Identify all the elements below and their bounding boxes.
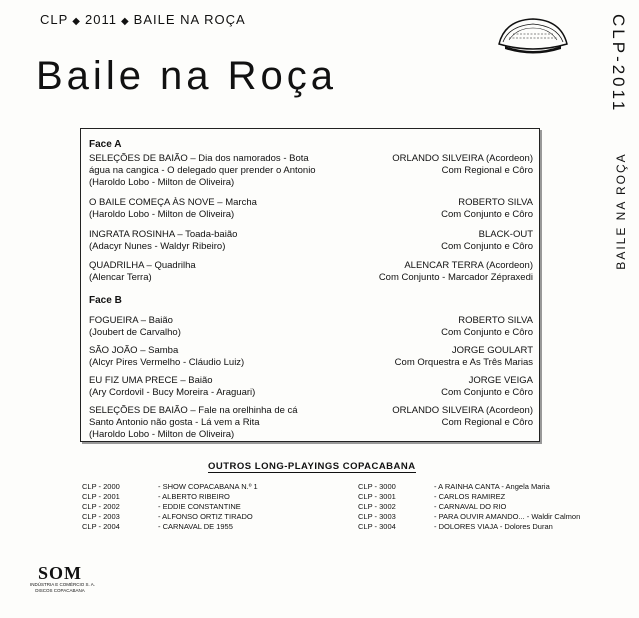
track-artist: ROBERTO SILVA xyxy=(458,197,533,208)
catalog-list-right xyxy=(358,482,580,532)
list-item: CLP - 2001 - ALBERTO RIBEIRO xyxy=(82,492,230,501)
track-artist: ORLANDO SILVEIRA (Acordeon) xyxy=(392,153,533,164)
catalog-list-left xyxy=(82,482,258,532)
track-desc: – Baião xyxy=(177,375,213,386)
track-artist: ORLANDO SILVEIRA (Acordeon) xyxy=(392,405,533,416)
track-b4 xyxy=(89,405,533,441)
list-item: CLP - 3001 - CARLOS RAMIREZ xyxy=(358,492,506,501)
track-artist: ALENCAR TERRA (Acordeon) xyxy=(404,260,533,271)
logo-brand: SOM xyxy=(37,563,82,583)
list-item: CLP - 3002 - CARNAVAL DO RIO xyxy=(358,502,507,511)
header-title-small: BAILE NA ROÇA xyxy=(133,12,246,27)
track-accomp: Com Conjunto e Côro xyxy=(441,327,533,338)
track-a2 xyxy=(89,197,533,233)
track-artist: JORGE VEIGA xyxy=(468,375,533,386)
track-a1 xyxy=(89,153,533,189)
track-desc: – Baião xyxy=(138,315,173,326)
track-line3: (Haroldo Lobo - Milton de Oliveira) xyxy=(89,177,235,188)
track-line2: (Joubert de Carvalho) xyxy=(89,327,181,338)
catalog-number: 2011 xyxy=(85,12,117,27)
catalog-prefix: CLP xyxy=(40,12,69,27)
spine-code xyxy=(608,14,628,117)
diamond-icon: ◆ xyxy=(72,16,81,27)
track-accomp: Com Conjunto - Marcador Zépraxedi xyxy=(378,272,533,283)
track-accomp: Com Orquestra e As Três Marias xyxy=(394,357,533,368)
spine-code-text: CLP-2011 xyxy=(609,14,628,114)
shell-icon xyxy=(495,14,571,56)
track-accomp: Com Conjunto e Côro xyxy=(441,387,533,398)
diamond-icon: ◆ xyxy=(120,16,130,27)
logo-line2: DISCOS COPACABANA xyxy=(35,588,85,593)
track-artist: JORGE GOULART xyxy=(451,345,533,356)
track-line2: (Adacyr Nunes - Waldyr Ribeiro) xyxy=(89,241,226,252)
track-desc: – Samba xyxy=(137,345,179,356)
logo-line1: INDÚSTRIA E COMÉRCIO S. A. xyxy=(30,582,96,587)
track-line2: (Ary Cordovil - Bucy Moreira - Araguari) xyxy=(89,387,256,398)
track-line3: (Haroldo Lobo - Milton de Oliveira) xyxy=(89,429,235,440)
track-desc: – Toada-baião xyxy=(174,229,238,240)
track-desc: – Marcha xyxy=(214,197,257,208)
header-catalog xyxy=(40,12,246,27)
list-item: CLP - 2004 - CARNAVAL DE 1955 xyxy=(82,522,233,531)
track-list xyxy=(80,128,540,442)
track-desc: – Fale na orelhinha de cá xyxy=(187,405,298,416)
track-line2: (Haroldo Lobo - Milton de Oliveira) xyxy=(89,209,235,220)
list-item: CLP - 3003 - PARA OUVIR AMANDO... - Waldir Calmon xyxy=(358,512,581,521)
others-heading: OUTROS LONG-PLAYINGS COPACABANA xyxy=(208,461,416,472)
track-title: INGRATA ROSINHA xyxy=(89,229,175,240)
track-accomp: Com Conjunto e Côro xyxy=(441,241,533,252)
list-item: CLP - 2000 - SHOW COPACABANA N.º 1 xyxy=(82,482,258,491)
album-title: Baile na Roça xyxy=(36,54,338,98)
track-title: QUADRILHA xyxy=(89,260,144,271)
track-artist: BLACK-OUT xyxy=(478,229,533,240)
list-item: CLP - 2002 - EDDIE CONSTANTINE xyxy=(82,502,241,511)
face-b-label: Face B xyxy=(89,295,122,306)
som-logo xyxy=(30,563,96,594)
track-title: SELEÇÕES DE BAIÃO xyxy=(89,153,188,164)
spine xyxy=(606,14,630,270)
track-line2: água na cangica - O delegado quer prender o Antonio xyxy=(89,165,316,176)
face-a-label: Face A xyxy=(89,139,122,150)
track-line2: (Alcyr Pires Vermelho - Cláudio Luiz) xyxy=(89,357,245,368)
track-title: O BAILE COMEÇA ÀS NOVE xyxy=(89,197,215,208)
track-line2: (Alencar Terra) xyxy=(89,272,152,283)
track-desc: – Quadrilha xyxy=(143,260,196,271)
track-accomp: Com Regional e Côro xyxy=(441,417,533,428)
list-item: CLP - 3000 - A RAINHA CANTA - Angela Maria xyxy=(358,482,550,491)
list-item: CLP - 2003 - ALFONSO ORTIZ TIRADO xyxy=(82,512,253,521)
track-desc: – Dia dos namorados - Bota xyxy=(187,153,309,164)
track-accomp: Com Conjunto e Côro xyxy=(441,209,533,220)
track-title: SELEÇÕES DE BAIÃO xyxy=(89,405,188,416)
track-accomp: Com Regional e Côro xyxy=(441,165,533,176)
track-title: FOGUEIRA xyxy=(89,315,139,326)
track-artist: ROBERTO SILVA xyxy=(458,315,533,326)
track-a4 xyxy=(89,260,533,296)
track-title: SÃO JOÃO xyxy=(89,345,138,356)
list-item: CLP - 3004 - DOLORES VIAJA - Dolores Duran xyxy=(358,522,553,531)
track-line2: Santo Antonio não gosta - Lá vem a Rita xyxy=(89,417,260,428)
track-title: EU FIZ UMA PRECE xyxy=(89,375,178,386)
spine-title: BAILE NA ROÇA xyxy=(614,152,628,270)
